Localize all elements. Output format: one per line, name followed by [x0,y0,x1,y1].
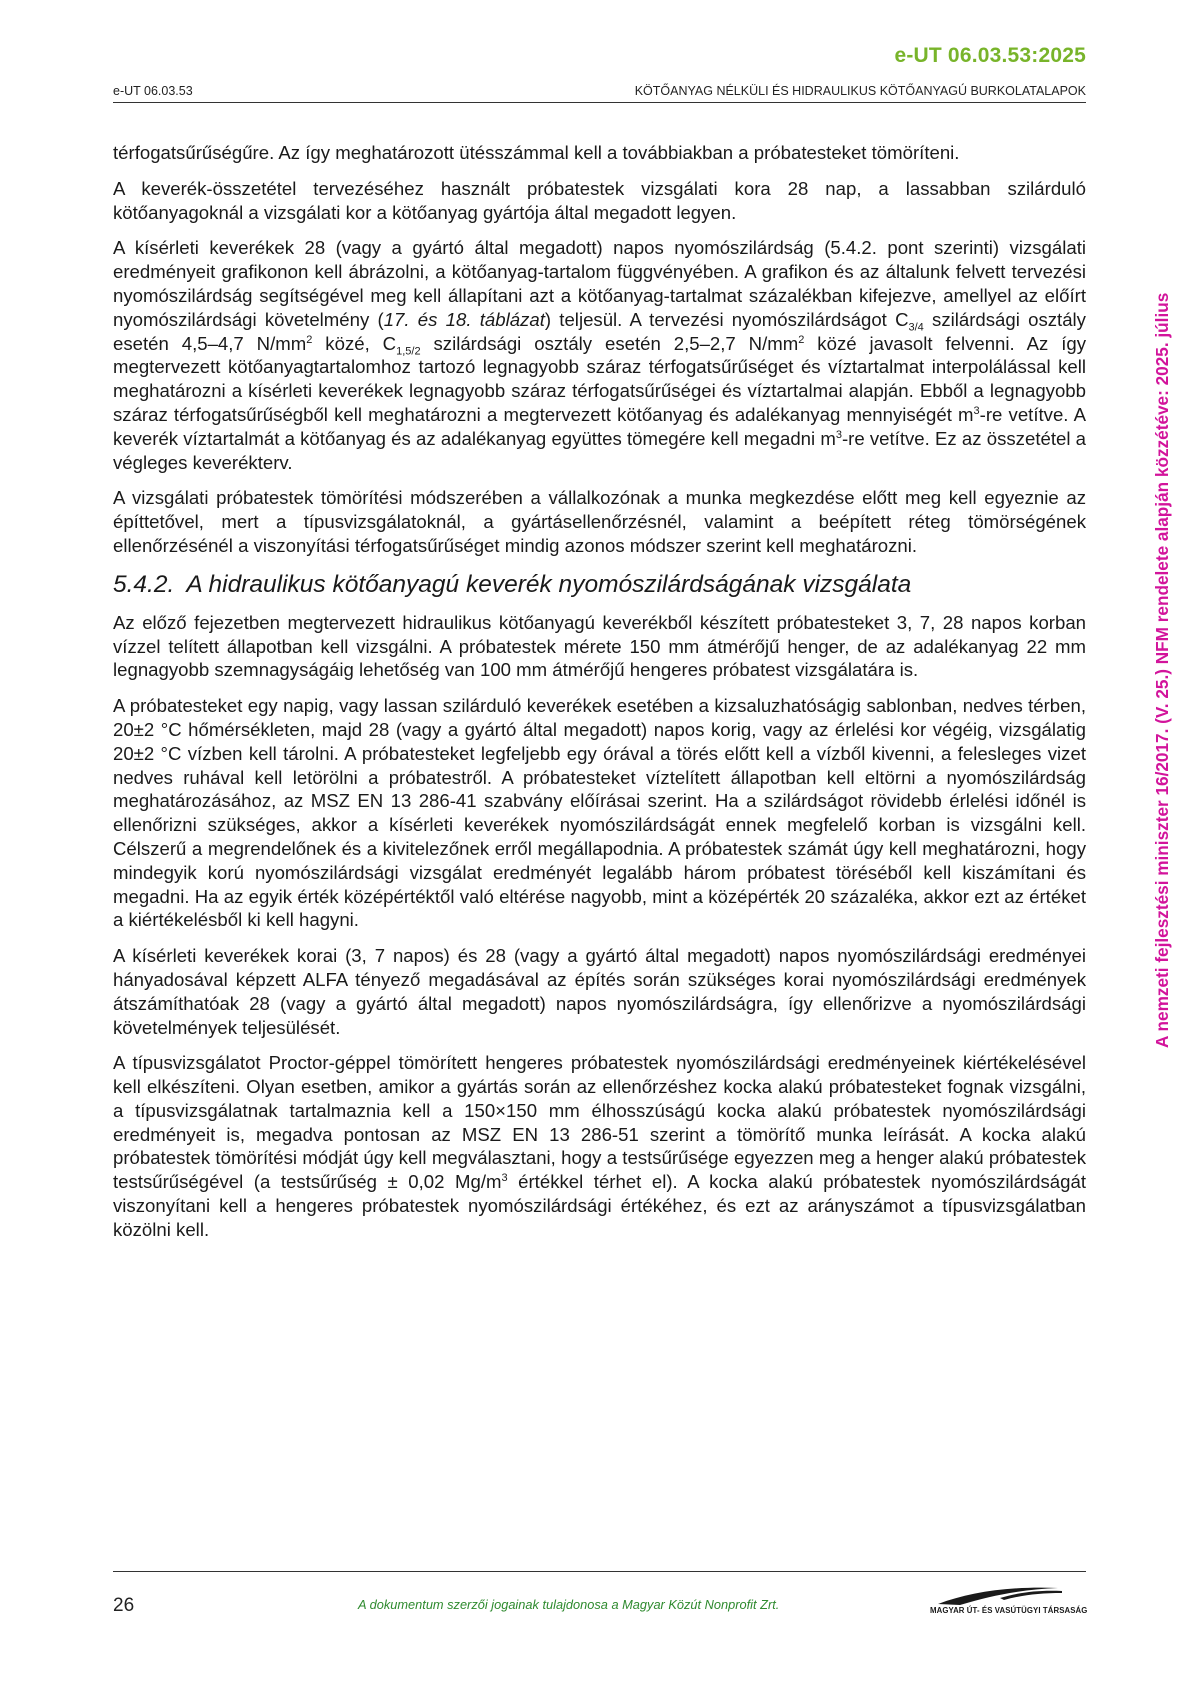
header-divider [113,102,1086,103]
table-reference: 17. és 18. táblázat [383,308,545,330]
section-number: 5.4.2. [113,570,175,598]
paragraph-7: A kísérleti keverékek korai (3, 7 napos) és 28 (vagy a gyártó által megadott) napos nyomószilárdsági eredményei hányadosával képzett ALFA tényező megadásával az építés során szükséges korai nyomószilárdsági eredmények átszámíthatóak 28 (vagy a gyártó által megadott) napos nyomószilárdságra, így ellenőrizve a nyomószilárdsági követelmények teljesülését. [113,945,1086,1038]
section-title: A hidraulikus kötőanyagú keverék nyomószilárdságának vizsgálata [186,570,912,598]
paragraph-8: A típusvizsgálatot Proctor-géppel tömörített hengeres próbatestek nyomószilárdsági eredményeinek kiértékelésével kell elkészíteni. Olyan esetben, amikor a gyártás során az ellenőrzéshez kocka alakú próbatesteket fognak vizsgálni, a típusvizsgálatnak tartalmaznia kell a 150×150 mm élhosszúságú kocka alakú próbatestek nyomószilárdsági eredményeit is, megadva pontosan az MSZ EN 13 286-51 szerint a tömörítő munka leírását. A kocka alakú próbatestek tömörítési módját úgy kell megválasztani, hogy a testsűrűsége egyezzen meg a henger alakú próbatestek testsűrűségével (a testsűrűség ± 0,02 $Mg/m^3$ értékkel térhet el). A kocka alakú próbatestek nyomószilárdságát viszonyítani kell a hengeres próbatestek nyomószilárdsági értékéhez, és ezt az arányszámot a típusvizsgálatban közölni kell. [113,1052,1086,1240]
logo-caption: MAGYAR ÚT- ÉS VASÚTÜGYI TÁRSASÁG [930,1606,1088,1615]
page-number: 26 [113,1595,135,1616]
footer-divider [113,1571,1086,1572]
company-logo [930,1580,1086,1620]
paragraph-2: A keverék-összetétel tervezéséhez használt próbatestek vizsgálati kora 28 nap, a lassabban szilárduló kötőanyagoknál a vizsgálati kor a kötőanyag gyártója által megadott legyen. [113,177,1086,223]
section-heading [113,570,1086,600]
paragraph-6: A próbatesteket egy napig, vagy lassan szilárduló keverékek esetében a kizsaluzhatóságig sablonban, nedves térben, 20±2 °C hőmérsékleten, majd 28 (vagy a gyártó által megadott) napos korig, vagy az érlelési kor végéig, vizsgálatig 20±2 °C vízben kell tárolni. A próbatesteket legfeljebb egy órával a törés előtt kell a vízből kivenni, a felesleges vizet nedves ruhával kell letörölni a próbatestről. A próbatesteket víztelített állapotban kell eltörni a nyomószilárdság meghatározásához, az MSZ EN 13 286-41 szabvány előírásai szerint. Ha a szilárdságot rövidebb érlelési időnél is ellenőrizni szükséges, akkor a kísérleti keverékek nyomószilárdságát ennek megfelelő korban is vizsgálni kell. Célszerű a megrendelőnek és a kivitelezőnek erről megállapodnia. A próbatestek számát úgy kell meghatározni, hogy mindegyik korú nyomószilárdsági vizsgálat eredményét legalább három próbatest töréséből kell kiszámítani és megadni. Ha az egyik érték középértéktől való eltérése nagyobb, mint a középérték 20 százaléka, akkor ezt az értéket a kiértékelésből ki kell hagyni. [113,695,1086,931]
header-document-title: KÖTŐANYAG NÉLKÜLI ÉS HIDRAULIKUS KÖTŐANYAGÚ BURKOLATALAPOK [634,84,1086,98]
paragraph-1: térfogatsűrűségűre. Az így meghatározott ütésszámmal kell a továbbiakban a próbatesteket tömöríteni. [113,142,960,163]
header-document-id: e-UT 06.03.53 [113,84,193,98]
paragraph-3: A kísérleti keverékek 28 (vagy a gyártó által megadott) napos nyomószilárdság (5.4.2. pont szerinti) vizsgálati eredményeit grafikonon kell ábrázolni, a kötőanyag-tartalom függvényében. A grafikon és az általunk felvett tervezési nyomószilárdság segítségével meg kell állapítani azt a kötőanyag-tartalmat százalékban kifejezve, amellyel az előírt nyomószilárdsági követelmény (17. és 18. táblázat) teljesül. A tervezési nyomószilárdságot $C_{3/4}$ szilárdsági osztály esetén 4,5–4,7 $N/mm^2$ közé, $C_{1,5/2}$ szilárdsági osztály esetén 2,5–2,7 $N/mm^2$ közé javasolt felvenni. Az így megtervezett kötőanyagtartalomhoz tartozó legnagyobb száraz térfogatsűrűséget és víztartalmat interpolálással kell meghatározni a kísérleti keverékek legnagyobb száraz térfogatsűrűségei és víztartalmai alapján. Ebből a legnagyobb száraz térfogatsűrűségből kell meghatározni a megtervezett kötőanyag és adalékanyag mennyiségét $m^3-re$ vetítve. A keverék víztartalmát a kötőanyag és az adalékanyag együttes tömegére kell megadni $m^3-re$ vetítve. Ez az összetétel a végleges keverékterv. [113,237,1087,473]
paragraph-4: A vizsgálati próbatestek tömörítési módszerében a vállalkozónak a munka megkezdése előtt meg kell egyeznie az építtetővel, mert a típusvizsgálatoknál, a gyártásellenőrzésnél, valamint a beépített réteg tömörségének ellenőrzésénél a viszonyítási térfogatsűrűséget mindig azonos módszer szerint kell meghatározni. [113,487,1086,556]
paragraph-5: Az előző fejezetben megtervezett hidraulikus kötőanyagú keverékből készített próbatesteket 3, 7, 28 napos korban vízzel telített állapotban kell vizsgálni. A próbatestek mérete 150 mm átmérőjű henger, de az adalékanyag 22 mm legnagyobb szemnagyságáig lehetőség van 100 mm átmérőjű hengeres próbatest vizsgálatára is. [113,611,1086,681]
road-swoosh-logo-icon [930,1580,1086,1608]
page-content [113,141,1086,1254]
document-code: e-UT 06.03.53:2025 [894,44,1086,67]
publication-side-note: A nemzeti fejlesztési miniszter 16/2017. (V. 25.) NFM rendelete alapján közzétéve: 2025. július [1152,292,1172,1048]
footer-copyright: A dokumentum szerzői jogainak tulajdonosa a Magyar Közút Nonprofit Zrt. [358,1597,780,1612]
